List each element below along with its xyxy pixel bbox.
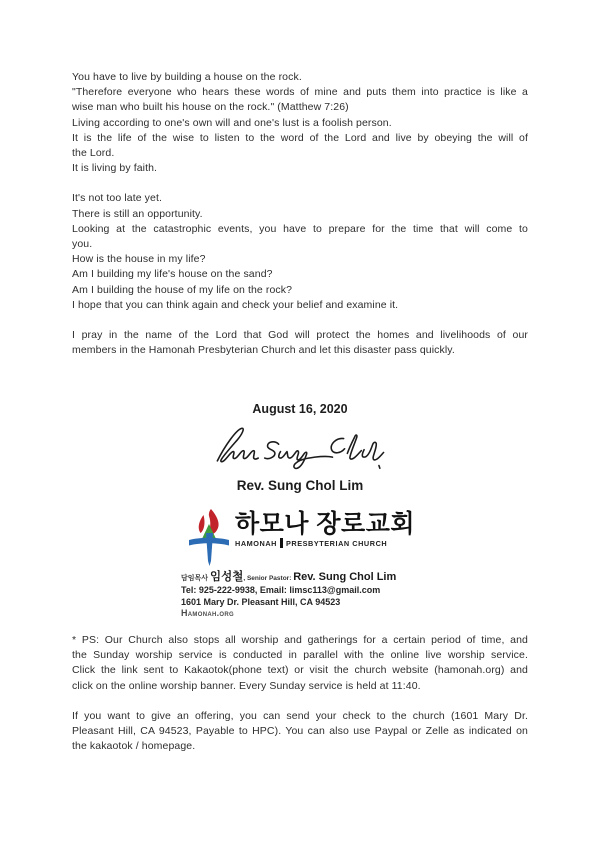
- church-name-english: [235, 538, 415, 548]
- letter-date: August 16, 2020: [252, 402, 348, 417]
- church-logo-block: [181, 507, 415, 620]
- text-line: the kakaotok / homepage.: [72, 740, 196, 753]
- church-flame-cross-icon: [187, 509, 231, 569]
- logo-divider-bar: [280, 538, 283, 548]
- text-line: It is living by faith.: [72, 162, 158, 175]
- signer-name: Rev. Sung Chol Lim: [236, 478, 364, 494]
- church-name-korean: 하모나 장로교회: [235, 510, 415, 539]
- paragraph-opportunity: [72, 191, 528, 313]
- text-line: you.: [72, 238, 93, 251]
- tel-email-line: Tel: 925-222-9938, Email: limsc113@gmail.com: [181, 585, 381, 596]
- text-line: Pleasant Hill, CA 94523, Payable to HPC). You can also use Paypal or Zelle as indicated on: [72, 724, 528, 737]
- address-line: 1601 Mary Dr. Pleasant Hill, CA 94523: [181, 596, 341, 607]
- paragraph-rock: [72, 70, 528, 176]
- text-line: wise man who built his house on the rock." (Matthew 7:26): [72, 101, 349, 114]
- text-line: * PS: Our Church also stops all worship and gatherings for a certain period of time, and: [72, 633, 528, 646]
- text-line: the Sunday worship service is conducted in parallel with the online live worship service.: [72, 649, 528, 662]
- text-line: I pray in the name of the Lord that God will protect the homes and livelihoods of our: [72, 329, 528, 342]
- text-line: Am I building my life's house on the sand?: [72, 268, 273, 281]
- text-line: It's not too late yet.: [72, 192, 163, 205]
- signature-handwriting-icon: [207, 420, 393, 472]
- paragraph-prayer: [72, 328, 528, 358]
- text-line: If you want to give an offering, you can send your check to the church (1601 Mary Dr.: [72, 709, 528, 722]
- church-logo-text: [235, 507, 415, 548]
- text-line: It is the life of the wise to listen to the word of the Lord and live by obeying the will of: [72, 131, 528, 144]
- website-line: Hamonah.org: [181, 608, 234, 619]
- text-line: members in the Hamonah Presbyterian Church and let this disaster pass quickly.: [72, 344, 455, 357]
- pastor-role-english: , Senior Pastor:: [243, 575, 294, 583]
- paragraph-ps: [72, 633, 528, 694]
- text-line: I hope that you can think again and check your belief and examine it.: [72, 298, 399, 311]
- church-name-english-left: HAMONAH: [235, 538, 277, 548]
- text-line: Am I building the house of my life on the rock?: [72, 283, 293, 296]
- church-name-english-right: PRESBYTERIAN CHURCH: [285, 538, 388, 548]
- pastor-name-english: Rev. Sung Chol Lim: [293, 571, 397, 584]
- pastor-role-korean: 담임목사: [181, 575, 210, 583]
- text-line: the Lord.: [72, 147, 115, 160]
- signature-area: [72, 420, 528, 472]
- text-line: "Therefore everyone who hears these words of mine and puts them into practice is like a: [72, 86, 528, 99]
- text-line: click on the online worship banner. Every Sunday service is held at 11:40.: [72, 679, 421, 692]
- text-line: How is the house in my life?: [72, 253, 206, 266]
- church-logo-row: [187, 507, 413, 569]
- pastor-name-korean: 임성철: [210, 571, 244, 584]
- pastor-line: [181, 569, 413, 585]
- text-line: You have to live by building a house on the rock.: [72, 71, 302, 83]
- paragraph-offering: [72, 709, 528, 755]
- text-line: Looking at the catastrophic events, you have to prepare for the time that will come to: [72, 222, 528, 235]
- contact-block: [181, 569, 413, 620]
- text-line: Living according to one's own will and one's lust is a foolish person.: [72, 116, 392, 129]
- text-line: Click the link sent to Kakaotok(phone text) or visit the church website (hamonah.org) and: [72, 664, 528, 677]
- text-line: There is still an opportunity.: [72, 207, 203, 220]
